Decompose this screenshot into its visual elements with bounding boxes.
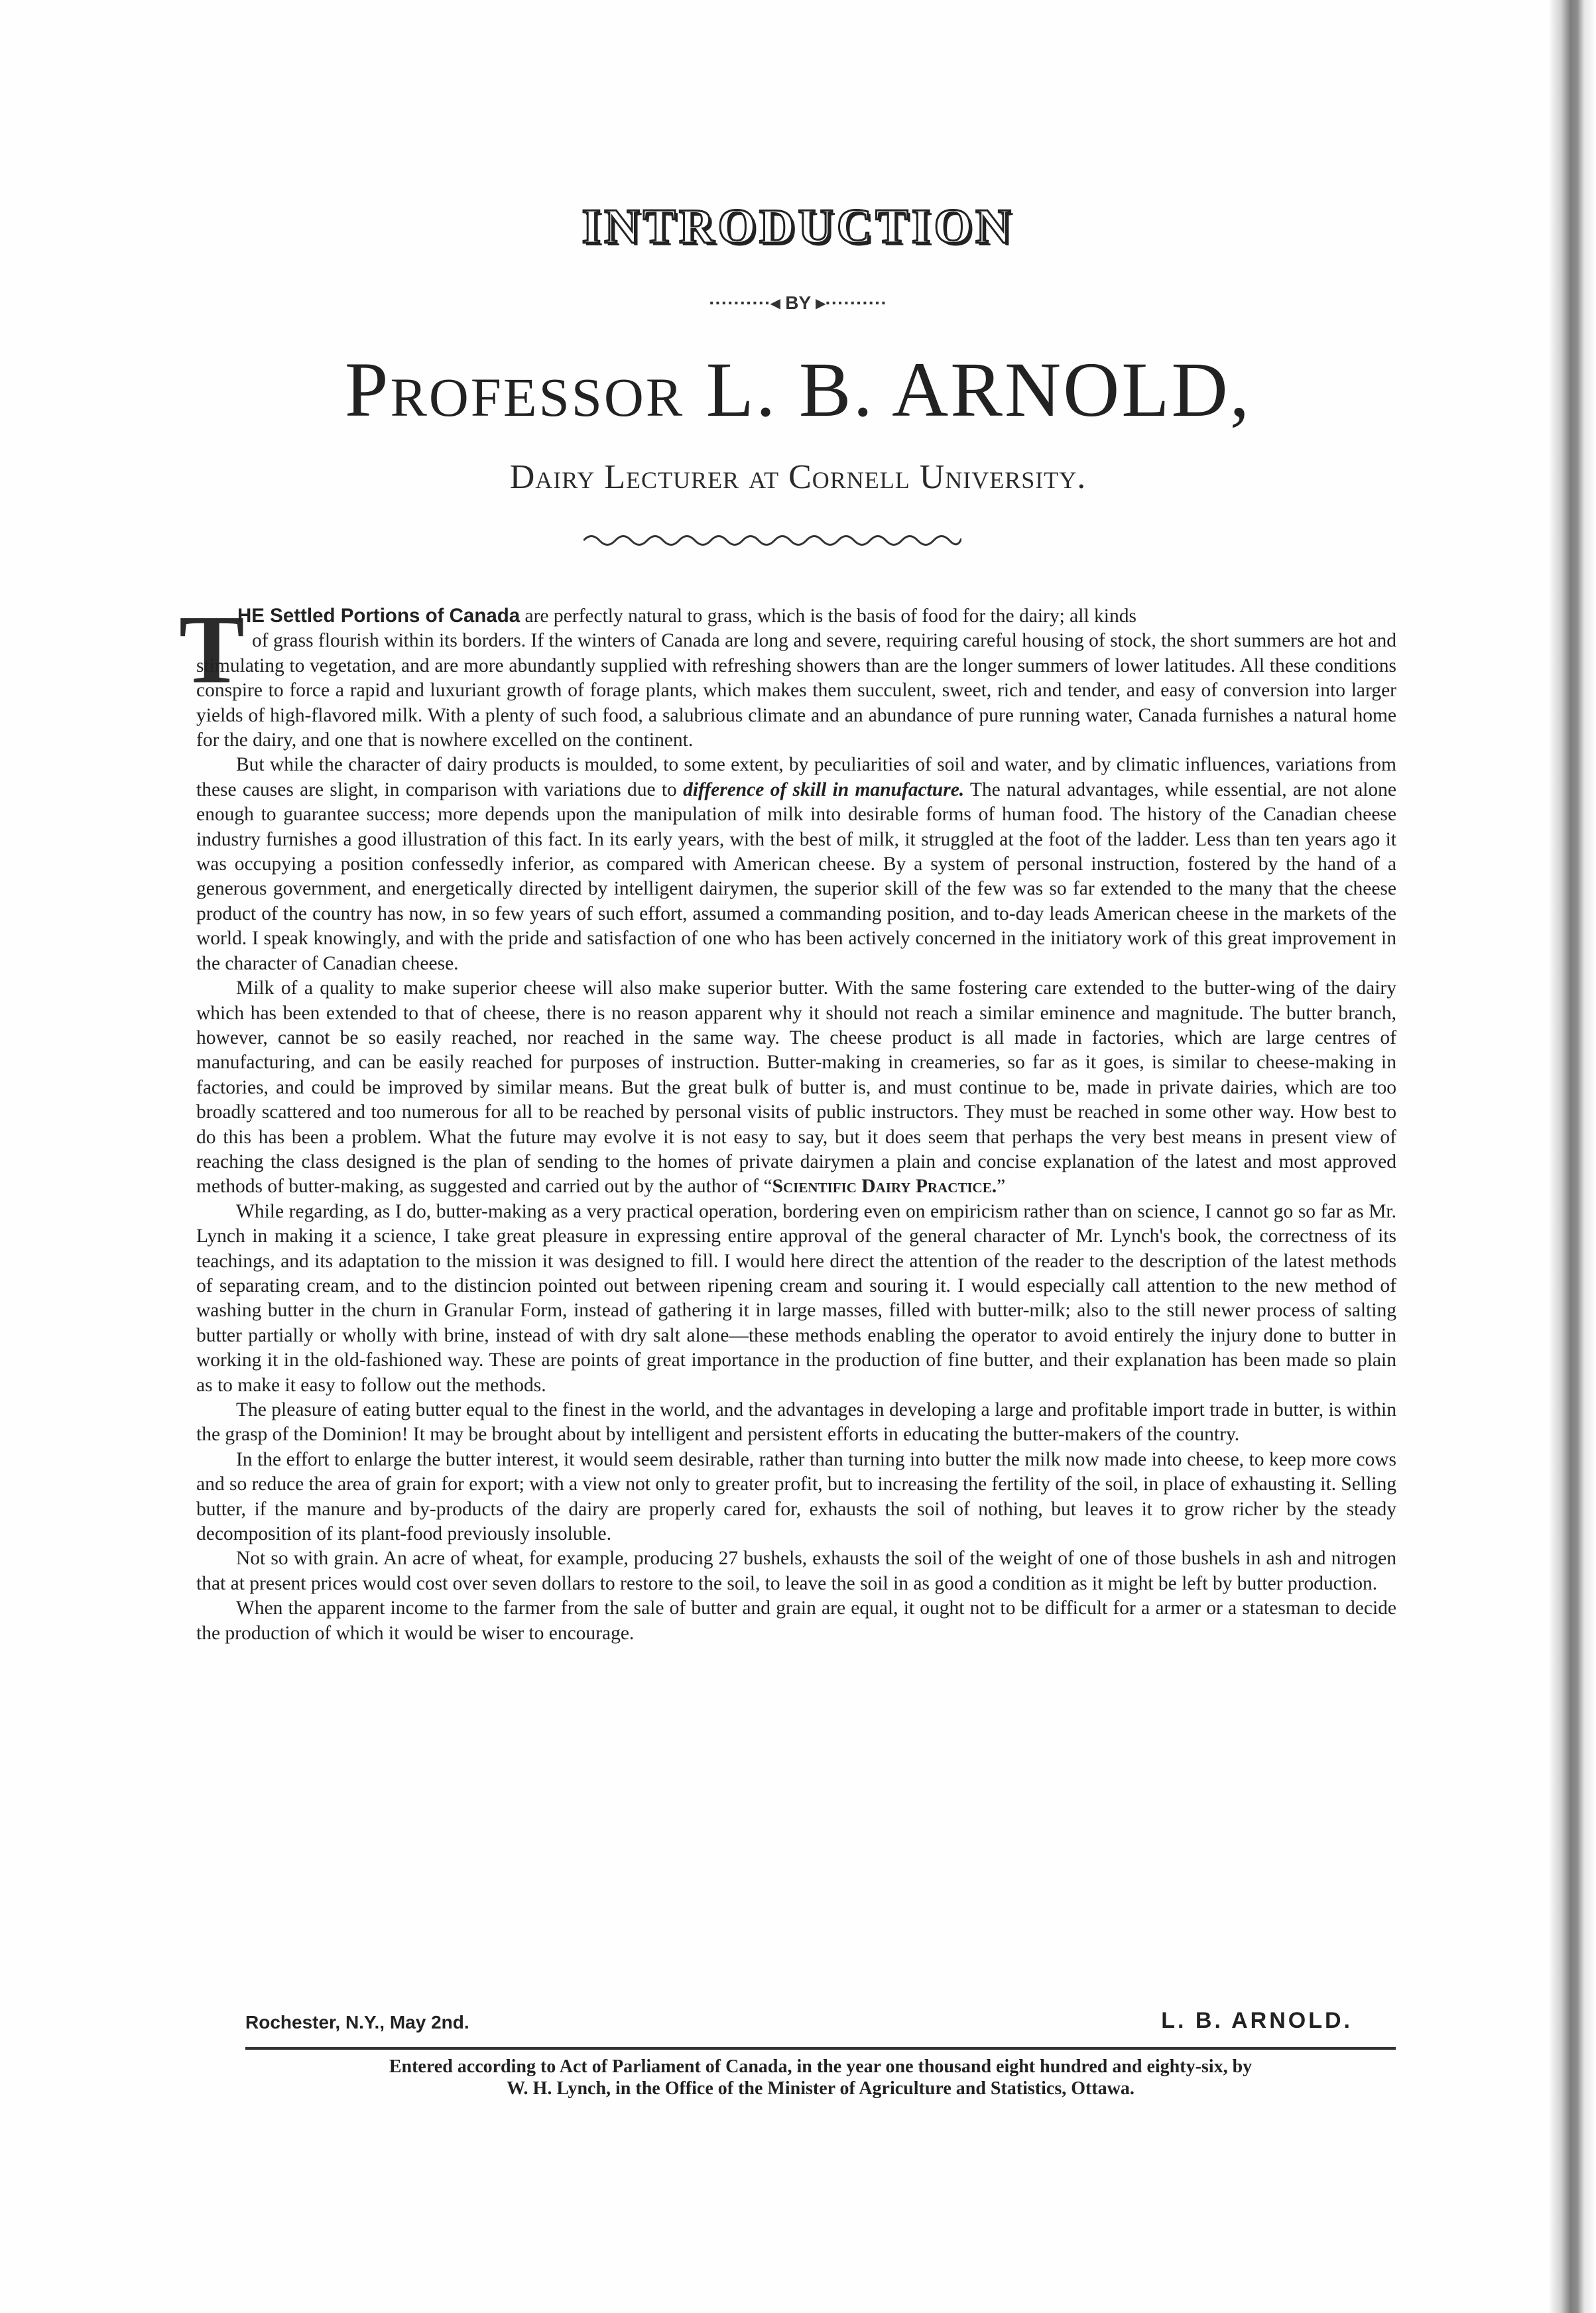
page-heading [0,199,1596,255]
paragraph-2 [196,753,1396,976]
paragraph-7: Not so with grain. An acre of wheat, for example, producing 27 bushels, exhausts the soil of the weight of one of those bushels in ash and nitrogen that at present prices would cost over seven dollars to restore to the soil, to leave the soil in as good a condition as it might be left by butter production. [196,1548,1396,1594]
paragraph-2-emphasis: difference of skill in manufacture. [683,779,965,800]
horizontal-rule [245,2047,1396,2050]
paragraph-8: When the apparent income to the farmer from the sale of butter and grain are equal, it ought not to be difficult for a armer or a statesman to decide the production of which it would be wiser to encourage. [196,1597,1396,1644]
copyright-notice [245,2056,1396,2099]
author-name [0,345,1596,435]
paragraph-3-b: ” [997,1176,1006,1198]
paragraph-1-lead: HE Settled Portions of Canada [237,605,521,627]
author-prefix: Professor [344,346,685,433]
author-subtitle: Dairy Lecturer at Cornell University. [509,458,1087,496]
paragraph-6: In the effort to enlarge the butter interest, it would seem desirable, rather than turning into butter the milk now made into cheese, to keep more cows and so reduce the area of grain for export; with a view not only to greater profit, but to increasing the fertility of the soil, in place of exhausting it. Selling butter, if the manure and by-products of the dairy are properly cared for, exhausts the soil of nothing, but leaves it to grow richer by the steady decomposition of its plant-food previously insoluble. [196,1448,1396,1545]
heading-text: INTRODUCTION [582,200,1014,254]
paragraph-3-a: Milk of a quality to make superior cheese will also make superior butter. With the same fostering care extended to the butter-wing of the dairy which has been extended to that of cheese, there is no reason apparent why it should not reach a similar eminence and magnitude. The butter branch, however, cannot be so easily reached, nor reached in the same way. The cheese product is all made in factories, which are large centres of manufacturing, and can be easily reached for purposes of instruction. Butter-making in creameries, so far as it goes, is similar to cheese-making in factories, and could be improved by similar means. But the great bulk of butter is, and must continue to be, made in private dairies, which are too broadly scattered and too numerous for all to be reached by personal visits of public instructors. They must be reached in some other way. How best to do this has been a problem. What the future may evolve it is not easy to say, but it does seem that perhaps the very best means in present view of reaching the class designed is the plan of sending to the homes of private dairymen a plain and concise explanation of the latest and most approved methods of butter-making, as suggested and carried out by the author of “ [196,977,1396,1198]
paragraph-1-line1: are perfectly natural to grass, which is the basis of food for the dairy; all kinds [520,605,1136,627]
paragraph-1-rest: of grass flourish within its borders. If the winters of Canada are long and severe, requiring careful housing of stock, the short summers are hot and stimulating to vegetation, and are more abundantly supplied with refreshing showers than are the longer summers of lower latitudes. All these conditions conspire to force a rapid and luxuriant growth of forage plants, which makes them succulent, sweet, rich and tender, and easy of conversion into larger yields of high-flavored milk. With a plenty of such food, a salubrious climate and an abundance of pure running water, Canada furnishes a natural home for the dairy, and one that is nowhere excelled on the continent. [196,630,1396,751]
drop-cap-letter: T [179,595,245,704]
signer-name: L. B. ARNOLD. [1161,2008,1353,2033]
copyright-line-1: Entered according to Act of Parliament of Canada, in the year one thousand eight hundred and eighty-six, by [389,2056,1253,2077]
paragraph-5: The pleasure of eating butter equal to the finest in the world, and the advantages in developing a large and profitable import trade in butter, is within the grasp of the Dominion! It may be brought about by intelligent and persistent efforts in educating the butter-makers of the country. [196,1399,1396,1446]
by-line: ··········◂ BY ▸·········· [709,292,887,313]
paragraph-3 [196,976,1396,1200]
paragraph-2-b: The natural advantages, while essential, are not alone enough to guarantee success; more depends upon the manipulation of milk into desirable forms of human food. The history of the Canadian cheese industry furnishes a good illustration of this fact. In its early years, with the best of milk, it struggled at the foot of the ladder. Less than ten years ago it was occupying a position confessedly inferior, as compared with American cheese. By a system of personal instruction, fostered by the hand of a generous government, and energetically directed by intelligent dairymen, the superior skill of the few was so far extended to the many that the cheese product of the country has now, in so few years of such effort, assumed a commanding position, and to-day leads American cheese in the markets of the world. I speak knowingly, and with the pride and satisfaction of one who has been actively concerned in the initiatory work of this great improvement in the character of Canadian cheese. [196,779,1397,974]
decorative-flourish-icon [583,531,961,550]
paragraph-4: While regarding, as I do, butter-making as a very practical operation, bordering even on empiricism rather than on science, I cannot go so far as Mr. Lynch in making it a science, I take great pleasure in expressing entire approval of the general character of Mr. Lynch's book, the correctness of its teachings, and its adaptation to the mission it was designed to fill. I would here direct the attention of the reader to the description of the latest methods of separating cream, and to the distincion pointed out between ripening cream and souring it. I would especially call attention to the new method of washing butter in the churn in Granular Form, instead of gathering it in large masses, filled with butter-milk; also to the still newer process of salting butter partially or wholly with brine, instead of with dry salt alone—these methods enabling the operator to avoid entirely the injury done to butter in working it in the old-fashioned way. These are points of great importance in the production of fine butter, and their explanation has been made so plain as to make it easy to follow out the methods. [196,1200,1396,1396]
copyright-line-2: W. H. Lynch, in the Office of the Minister of Agriculture and Statistics, Ottawa. [507,2078,1135,2099]
author-initials-surname: L. B. ARNOLD, [706,346,1252,433]
signature-block [245,2008,1353,2034]
place-date: Rochester, N.Y., May 2nd. [245,2012,469,2032]
paragraph-2-a: But while the character of dairy products is moulded, to some extent, by peculiarities of soil and water, and by climatic influences, variations from these causes are slight, in comparison with variations due to [196,754,1396,800]
introduction-body [196,603,1396,1646]
book-title: Scientific Dairy Practice. [772,1176,997,1198]
paragraph-1 [196,603,1396,753]
